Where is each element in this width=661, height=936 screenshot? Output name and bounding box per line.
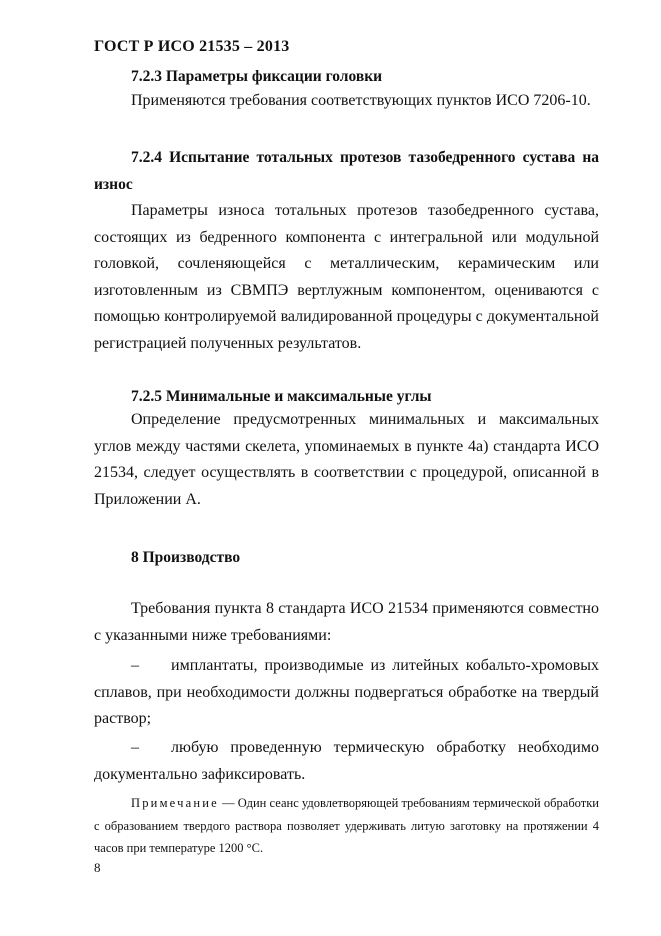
section-7-2-4-heading: 7.2.4 Испытание тотальных протезов тазобедренного сустава на износ bbox=[94, 149, 599, 193]
section-8-heading: 8 Производство bbox=[131, 549, 241, 566]
list-item-text: любую проведенную термическую обработку необходимо документально зафиксировать. bbox=[94, 739, 599, 783]
note-label: Примечание bbox=[131, 796, 219, 810]
list-dash: – bbox=[131, 739, 139, 756]
section-7-2-5-heading: 7.2.5 Минимальные и максимальные углы bbox=[131, 388, 432, 405]
section-7-2-4-text: Параметры износа тотальных протезов тазобедренного сустава, состоящих из бедренного компонента с интегральной или модульной головкой, сочленяющейся с металлическим, керамическим или изготовленным из СВМПЭ вертлужным компонентом, оцениваются с помощью контролируемой валидированной процедуры с документальной регистрацией полученных результатов. bbox=[94, 202, 599, 352]
list-dash: – bbox=[131, 657, 139, 674]
page-number: 8 bbox=[94, 860, 101, 875]
list-item-text: имплантаты, производимые из литейных кобальто-хромовых сплавов, при необходимости должны подвергаться обработке на твердый раствор; bbox=[94, 657, 599, 727]
note-text: — Один сеанс удовлетворяющей требованиям термической обработки с образованием твердого раствора позволяет удерживать литую заготовку на протяжении 4 часов при температуре 1200 °С. bbox=[94, 796, 599, 855]
section-7-2-3-text: Применяются требования соответствующих пунктов ИСО 7206-10. bbox=[131, 92, 591, 109]
section-8-intro: Требования пункта 8 стандарта ИСО 21534 применяются совместно с указанными ниже требованиями: bbox=[94, 600, 599, 644]
note bbox=[94, 792, 599, 860]
section-7-2-5-text: Определение предусмотренных минимальных и максимальных углов между частями скелета, упоминаемых в пункте 4а) стандарта ИСО 21534, следует осуществлять в соответствии с процедурой, описанной в Приложении А. bbox=[94, 411, 599, 508]
section-7-2-3-heading: 7.2.3 Параметры фиксации головки bbox=[131, 68, 383, 85]
list-item bbox=[94, 653, 599, 733]
list-item bbox=[94, 735, 599, 788]
document-header: ГОСТ Р ИСО 21535 – 2013 bbox=[94, 38, 290, 55]
